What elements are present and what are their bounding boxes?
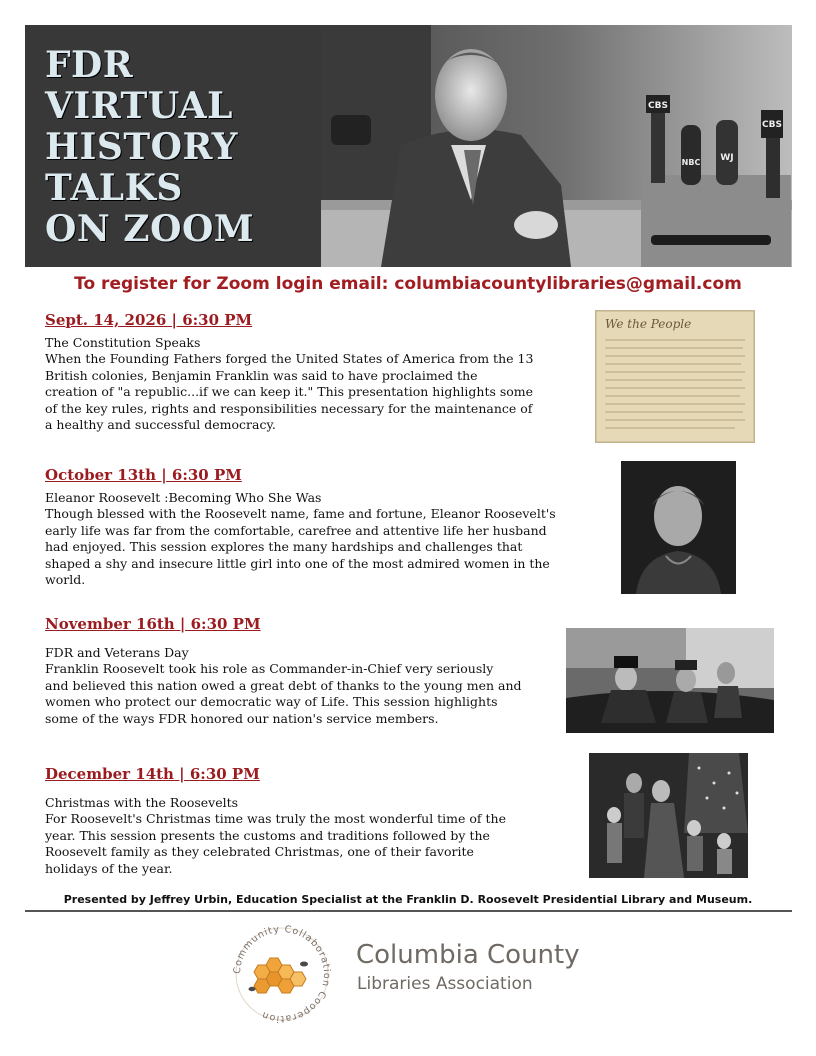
- event-title: The Constitution Speaks: [45, 335, 201, 350]
- constitution-image: [595, 310, 755, 443]
- register-email-line: To register for Zoom login email: columbiacountylibraries@gmail.com: [74, 274, 742, 294]
- desc-line: For Roosevelt's Christmas time was truly the most wonderful time of the: [45, 811, 507, 826]
- eleanor-portrait-illustration: [621, 461, 736, 594]
- desc-line: of the key rules, rights and responsibilities necessary for the maintenance of: [45, 400, 533, 416]
- desc-line: holidays of the year.: [45, 860, 173, 876]
- mic-label-wj: WJ: [720, 153, 734, 163]
- event-title: Christmas with the Roosevelts: [45, 795, 239, 810]
- event-description: [45, 811, 565, 877]
- event-date: Sept. 14, 2026 | 6:30 PM: [45, 311, 253, 329]
- title-panel: [25, 25, 321, 267]
- constitution-document-illustration: [595, 310, 755, 443]
- event-date: December 14th | 6:30 PM: [45, 765, 260, 783]
- page-title: [45, 45, 254, 250]
- logo-org-name: Columbia County: [356, 940, 580, 970]
- cclaa-logo: [230, 922, 590, 1026]
- we-the-people-heading: We the People: [605, 317, 692, 331]
- desc-line: some of the ways FDR honored our nation's service members.: [45, 710, 439, 726]
- footer-divider: [25, 910, 792, 912]
- event-description: [45, 661, 565, 727]
- event-date: October 13th | 6:30 PM: [45, 466, 242, 484]
- desc-line: year. This session presents the customs and traditions followed by the: [45, 827, 490, 843]
- desc-line: a healthy and successful democracy.: [45, 417, 276, 432]
- header-banner: [25, 25, 792, 267]
- desc-line: British colonies, Benjamin Franklin was said to have proclaimed the: [45, 367, 478, 383]
- event-title: FDR and Veterans Day: [45, 645, 189, 660]
- mic-label-cbs-1: CBS: [648, 101, 668, 111]
- event-description: [45, 506, 605, 589]
- mic-label-nbc: NBC: [681, 158, 701, 167]
- event-christmas: [45, 765, 565, 877]
- desc-line: Franklin Roosevelt took his role as Commander-in-Chief very seriously: [45, 661, 494, 676]
- title-line-3: HISTORY: [45, 126, 239, 168]
- event-description: [45, 351, 585, 434]
- title-line-1: FDR: [45, 44, 134, 86]
- title-line-2: VIRTUAL: [45, 85, 233, 127]
- desc-line: early life was far from the comfortable, carefree and attentive life her husband: [45, 522, 547, 538]
- honeycomb-logo-icon: [230, 922, 334, 1026]
- logo-ring-text: Community Collaboration Cooperation: [231, 923, 333, 1025]
- event-date: November 16th | 6:30 PM: [45, 615, 261, 633]
- desc-line: women who protect our democratic way of Life. This session highlights: [45, 694, 498, 709]
- christmas-photo: [589, 753, 748, 878]
- fdr-radio-photo: [321, 25, 792, 267]
- fdr-photo-illustration: [321, 25, 792, 267]
- desc-line: Though blessed with the Roosevelt name, fame and fortune, Eleanor Roosevelt's: [45, 506, 556, 521]
- desc-line: creation of "a republic...if we can keep it." This presentation highlights some: [45, 384, 534, 399]
- veterans-day-photo: [566, 628, 774, 733]
- event-title: Eleanor Roosevelt :Becoming Who She Was: [45, 490, 322, 505]
- eleanor-portrait: [621, 461, 736, 594]
- event-eleanor: [45, 466, 605, 589]
- mic-label-cbs-2: CBS: [762, 120, 782, 130]
- event-constitution: [45, 311, 585, 434]
- desc-line: When the Founding Fathers forged the United States of America from the 13: [45, 351, 534, 366]
- desc-line: world.: [45, 572, 86, 587]
- presenter-credit: Presented by Jeffrey Urbin, Education Specialist at the Franklin D. Roosevelt Presidential Library and Museum.: [63, 893, 753, 906]
- desc-line: and believed this nation owed a great debt of thanks to the young men and: [45, 677, 522, 693]
- title-line-5: ON ZOOM: [45, 208, 255, 250]
- veterans-car-illustration: [566, 628, 774, 733]
- event-veterans: [45, 615, 565, 727]
- title-line-4: TALKS: [45, 167, 183, 209]
- desc-line: shaped a shy and insecure little girl into one of the most admired women in the: [45, 555, 550, 571]
- logo-org-subtitle: Libraries Association: [357, 974, 533, 994]
- desc-line: had enjoyed. This session explores the many hardships and challenges that: [45, 539, 523, 554]
- desc-line: Roosevelt family as they celebrated Christmas, one of their favorite: [45, 844, 474, 859]
- christmas-family-illustration: [589, 753, 748, 878]
